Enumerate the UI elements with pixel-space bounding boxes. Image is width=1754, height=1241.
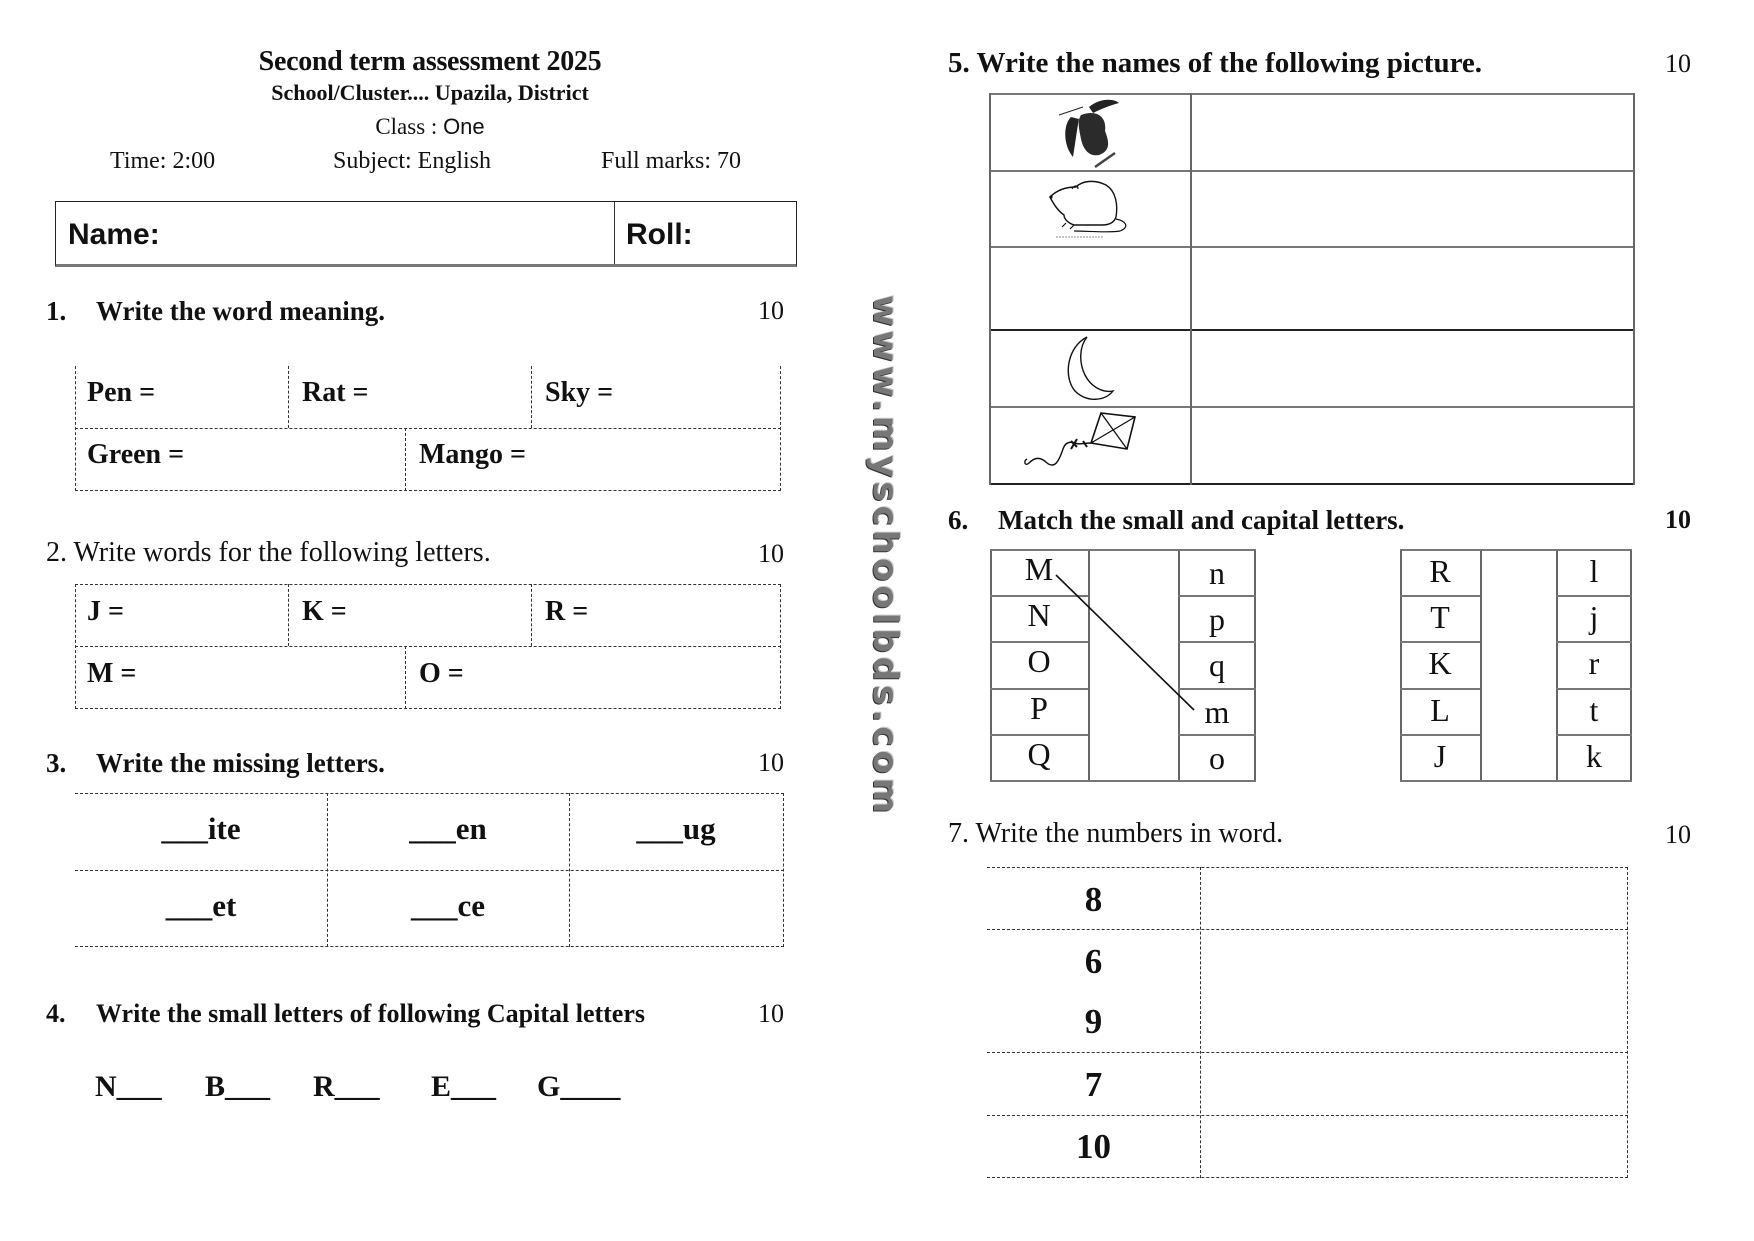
capital-letter[interactable]: R [1429,553,1451,589]
exam-time: Time: 2:00 [110,148,216,174]
q6-marks: 10 [1665,505,1691,534]
q7-heading: 7. Write the numbers in word. [948,818,1284,849]
q3-marks: 10 [758,748,784,777]
exam-subtitle: School/Cluster.... Upazila, District [271,80,589,105]
small-letter[interactable]: j [1589,599,1599,635]
small-letter[interactable]: m [1204,694,1230,730]
q4-number: 4. [46,999,66,1028]
class-line [130,114,730,140]
q7-answer-field[interactable] [1201,1116,1626,1176]
capital-letter[interactable]: L [1430,692,1450,728]
q3-title: Write the missing letters. [96,748,385,778]
q7-number: 7 [1084,1065,1103,1104]
small-letter[interactable]: n [1209,555,1225,591]
q4-title: Write the small letters of following Capital letters [96,999,645,1028]
capital-letter[interactable]: J [1433,738,1447,774]
rat-icon [1044,175,1139,241]
q5-table [989,93,1635,485]
q6-heading [948,505,1404,536]
q3-number: 3. [46,748,67,778]
capital-letter[interactable]: M [1024,551,1054,587]
q4-item[interactable]: G____ [537,1070,621,1103]
q7-number: 6 [1084,942,1103,981]
q6-match-table-left [990,549,1256,782]
q1-cell[interactable]: Rat = [302,377,369,408]
kite-icon [1019,409,1149,479]
capital-letter[interactable]: T [1430,599,1450,635]
q4-item[interactable]: B___ [205,1070,271,1103]
q1-table [75,366,781,491]
q2-marks: 10 [758,539,784,568]
q1-title: Write the word meaning. [96,296,385,326]
small-letter[interactable]: o [1209,740,1225,776]
q1-cell[interactable]: Pen = [87,377,156,408]
q2-cell[interactable]: J = [87,596,124,627]
q1-marks: 10 [758,296,784,325]
q2-table [75,584,781,709]
q3-cell[interactable]: ___ite [161,811,241,846]
q5-answer-field[interactable] [1190,329,1633,406]
q7-answer-field[interactable] [1201,868,1626,928]
q2-cell[interactable]: O = [419,658,464,689]
q4-marks: 10 [758,999,784,1028]
q4-item[interactable]: R___ [313,1070,380,1103]
exam-subject: Subject: English [333,148,491,174]
small-letter[interactable]: q [1209,647,1225,683]
class-value: One [443,114,485,139]
q3-cell[interactable]: ___ug [636,811,716,846]
q3-cell[interactable]: ___en [409,811,487,846]
student-info-box [55,201,797,267]
q3-table [75,793,784,947]
roll-field[interactable]: Roll: [626,218,693,251]
q6-match-table-right [1400,549,1632,782]
class-label: Class : [375,114,444,139]
q2-heading: 2. Write words for the following letters. [46,537,491,568]
mango-icon [1049,95,1129,169]
q7-answer-field[interactable] [1201,930,1626,1051]
website-watermark: www.myschoolbds.com [865,294,905,818]
q6-title: Match the small and capital letters. [998,505,1405,535]
name-field[interactable]: Name: [68,218,160,251]
q3-heading [46,748,385,779]
name-roll-divider [614,202,615,264]
q5-answer-field[interactable] [1190,170,1633,246]
q7-number: 9 [1084,1002,1103,1041]
q1-cell[interactable]: Sky = [545,377,614,408]
q5-answer-field[interactable] [1190,406,1633,483]
q2-cell[interactable]: K = [302,596,347,627]
q7-number: 8 [1084,880,1103,919]
q4-item[interactable]: N___ [95,1070,162,1103]
q7-marks: 10 [1665,820,1691,849]
capital-letter[interactable]: Q [1027,736,1051,772]
small-letter[interactable]: p [1209,601,1225,637]
q1-cell[interactable]: Green = [87,439,185,470]
capital-letter[interactable]: P [1030,690,1048,726]
q5-answer-field[interactable] [1190,246,1633,329]
capital-letter[interactable]: K [1428,645,1452,681]
q4-heading [46,999,645,1029]
q1-cell[interactable]: Mango = [419,439,526,470]
q7-answer-field[interactable] [1201,1053,1626,1114]
q1-number: 1. [46,296,67,326]
q5-heading: 5. Write the names of the following picture. [948,47,1483,79]
small-letter[interactable]: r [1588,645,1600,681]
exam-full-marks: Full marks: 70 [601,148,742,174]
q7-table [987,867,1628,1178]
q3-cell[interactable]: ___et [165,888,237,923]
exam-title: Second term assessment 2025 [258,46,602,77]
q5-marks: 10 [1665,49,1691,78]
match-example-line [990,549,1256,782]
q2-cell[interactable]: M = [87,658,137,689]
q7-number: 10 [1076,1127,1111,1166]
q5-answer-field[interactable] [1190,93,1633,170]
moon-icon [1057,333,1127,405]
capital-letter[interactable]: O [1027,643,1051,679]
small-letter[interactable]: k [1586,738,1602,774]
q3-cell[interactable]: ___ce [410,888,486,923]
q4-item[interactable]: E___ [431,1070,497,1103]
q6-number: 6. [948,505,969,535]
small-letter[interactable]: t [1589,692,1599,728]
capital-letter[interactable]: N [1027,597,1051,633]
small-letter[interactable]: l [1589,553,1599,589]
q1-heading [46,296,385,327]
q2-cell[interactable]: R = [545,596,589,627]
